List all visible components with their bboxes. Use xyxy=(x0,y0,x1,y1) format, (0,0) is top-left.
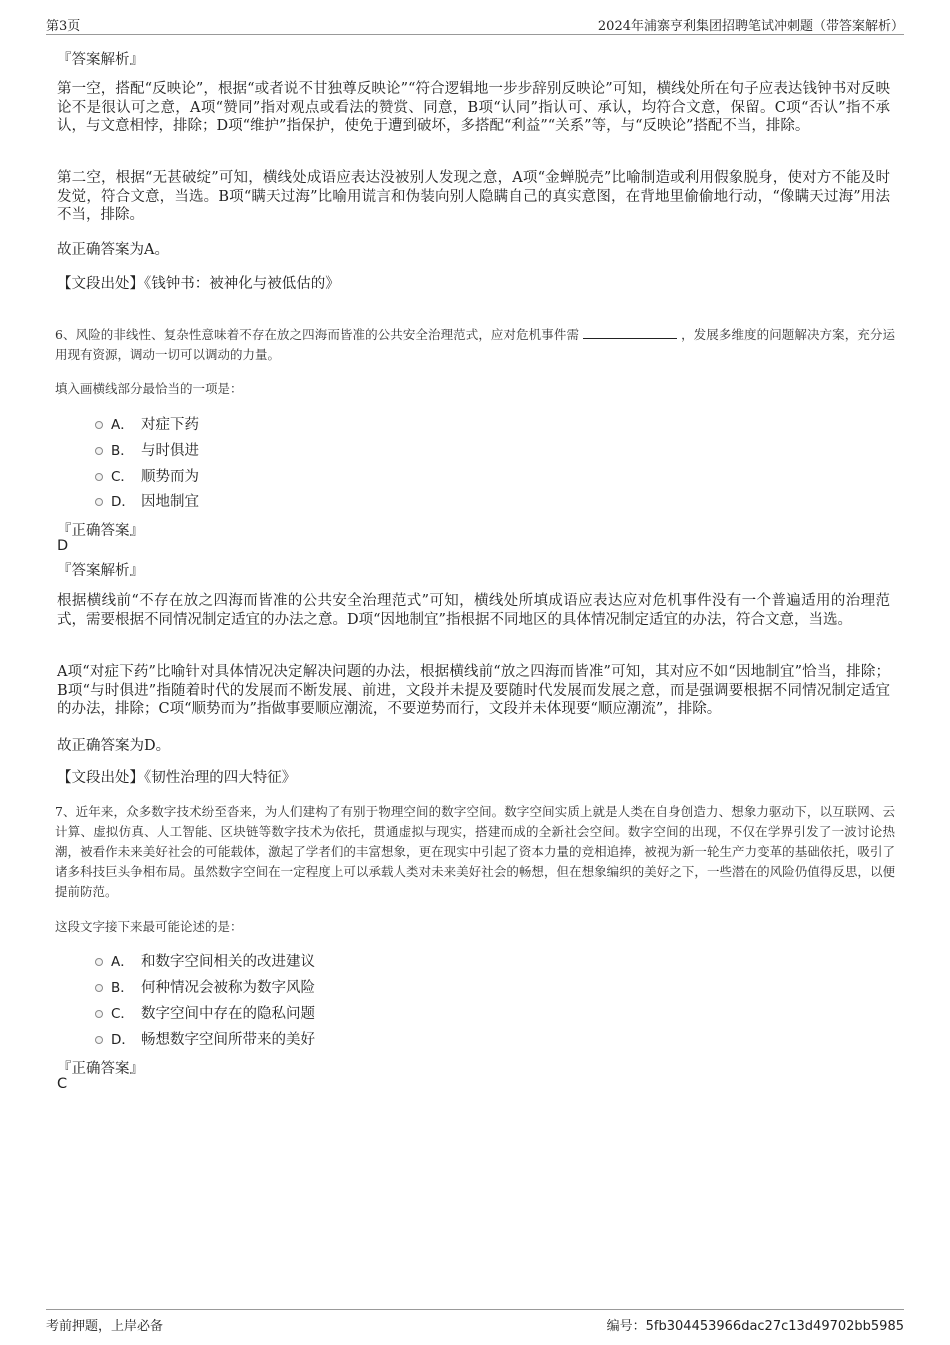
q5-analysis-para2: 第二空，根据“无甚破绽”可知，横线处成语应表达没被别人发现之意，A项“金蝉脱壳”比喻制造或利用假象脱身，使对方不能及时发觉，符合文意，当选。B项“瞒天过海”比喻用谎言和伪装向别人隐瞒自己的真实意图，在背地里偷偷地行动，“像瞒天过海”用法不当，排除。 xyxy=(57,170,890,223)
q7-option-c[interactable]: C． 数字空间中存在的隐私问题 xyxy=(95,1002,315,1022)
radio-icon[interactable] xyxy=(95,1010,103,1018)
q6-answer-label: 『正确答案』 xyxy=(57,523,144,539)
q5-conclusion: 故正确答案为A。 xyxy=(57,242,169,258)
q6-answer: D xyxy=(57,538,69,554)
q6-prompt: 填入画横线部分最恰当的一项是： xyxy=(55,381,243,396)
radio-icon[interactable] xyxy=(95,447,103,455)
q6-option-b[interactable]: B． 与时俱进 xyxy=(95,439,199,459)
q6-conclusion: 故正确答案为D。 xyxy=(57,738,171,754)
q5-analysis-label: 『答案解析』 xyxy=(57,52,144,68)
q5-source: 【文段出处】《钱钟书：被神化与被低估的》 xyxy=(57,276,340,292)
q6-text-after: ，发展多维度的问题解决方案，充分运用现有资源，调动一切可以调动的力量。 xyxy=(55,327,895,362)
radio-icon[interactable] xyxy=(95,421,103,429)
q6-option-c[interactable]: C． 顺势而为 xyxy=(95,465,199,485)
page-header xyxy=(46,12,904,35)
radio-icon[interactable] xyxy=(95,1036,103,1044)
q7-prompt: 这段文字接下来最可能论述的是： xyxy=(55,919,243,934)
footer-slogan: 考前押题，上岸必备 xyxy=(46,1319,164,1334)
q7-option-d[interactable]: D． 畅想数字空间所带来的美好 xyxy=(95,1028,315,1048)
q6-analysis-para2: A项“对症下药”比喻针对具体情况决定解决问题的办法，根据横线前“放之四海而皆准”可知，其对应不如“因地制宜”恰当，排除；B项“与时俱进”指随着时代的发展而不断发展、前进，文段并未提及要随时代发展而发展之意，而是强调要根据不同情况制定适宜的办法，排除；C项“顺势而为”指做事要顺应潮流，不要逆势而行，文段并未体现要“顺应潮流”，排除。 xyxy=(57,664,890,717)
q7-option-a[interactable]: A． 和数字空间相关的改进建议 xyxy=(95,950,315,970)
q6-option-d[interactable]: D． 因地制宜 xyxy=(95,490,199,510)
radio-icon[interactable] xyxy=(95,984,103,992)
q6-blank xyxy=(583,326,677,339)
page-number: 第3页 xyxy=(46,19,81,34)
q6-option-a[interactable]: A． 对症下药 xyxy=(95,413,199,433)
q6-analysis-label: 『答案解析』 xyxy=(57,563,144,579)
radio-icon[interactable] xyxy=(95,473,103,481)
q7-option-b[interactable]: B． 何种情况会被称为数字风险 xyxy=(95,976,315,996)
radio-icon[interactable] xyxy=(95,958,103,966)
q6-source: 【文段出处】《韧性治理的四大特征》 xyxy=(57,770,297,786)
q5-analysis-para1: 第一空，搭配“反映论”，根据“或者说不甘独尊反映论”“符合逻辑地一步步辞别反映论”可知，横线处所在句子应表达钱钟书对反映论不是很认可之意，A项“赞同”指对观点或看法的赞赏、同意，B项“认同”指认可、承认，均符合文意，保留。C项“否认”指不承认，与文意相悖，排除；D项“维护”指保护，使免于遭到破坏，多搭配“利益”“关系”等，与“反映论”搭配不当，排除。 xyxy=(57,81,890,134)
radio-icon[interactable] xyxy=(95,498,103,506)
q6-analysis-para1: 根据横线前“不存在放之四海而皆准的公共安全治理范式”可知，横线处所填成语应表达应对危机事件没有一个普遍适用的治理范式，需要根据不同情况制定适宜的办法之意。D项“因地制宜”指根据不同地区的具体情况制定适宜的办法，符合文意，当选。 xyxy=(57,593,890,628)
q7-answer-label: 『正确答案』 xyxy=(57,1061,144,1077)
footer-code: 编号：5fb304453966dac27c13d49702bb5985 xyxy=(606,1319,904,1334)
q6-question xyxy=(55,325,895,365)
q7-question: 7、近年来，众多数字技术纷至沓来，为人们建构了有别于物理空间的数字空间。数字空间实质上就是人类在自身创造力、想象力驱动下，以互联网、云计算、虚拟仿真、人工智能、区块链等数字技术为依托，贯通虚拟与现实，搭建而成的全新社会空间。数字空间的出现，不仅在学界引发了一波讨论热潮，被看作未来美好社会的可能载体，激起了学者们的丰富想象，更在现实中引起了资本力量的竞相追捧，被视为新一轮生产力变革的基础依托，吸引了诸多科技巨头争相布局。虽然数字空间在一定程度上可以承载人类对未来美好社会的畅想，但在想象编织的美好之下，一些潜在的风险仍值得反思，以便提前防范。 xyxy=(55,804,895,899)
q6-text-before: 6、风险的非线性、复杂性意味着不存在放之四海而皆准的公共安全治理范式，应对危机事件需 xyxy=(55,327,580,342)
q7-answer: C xyxy=(57,1076,68,1092)
document-title: 2024年浦寨亨利集团招聘笔试冲刺题（带答案解析） xyxy=(597,19,904,34)
page-footer xyxy=(46,1309,904,1334)
